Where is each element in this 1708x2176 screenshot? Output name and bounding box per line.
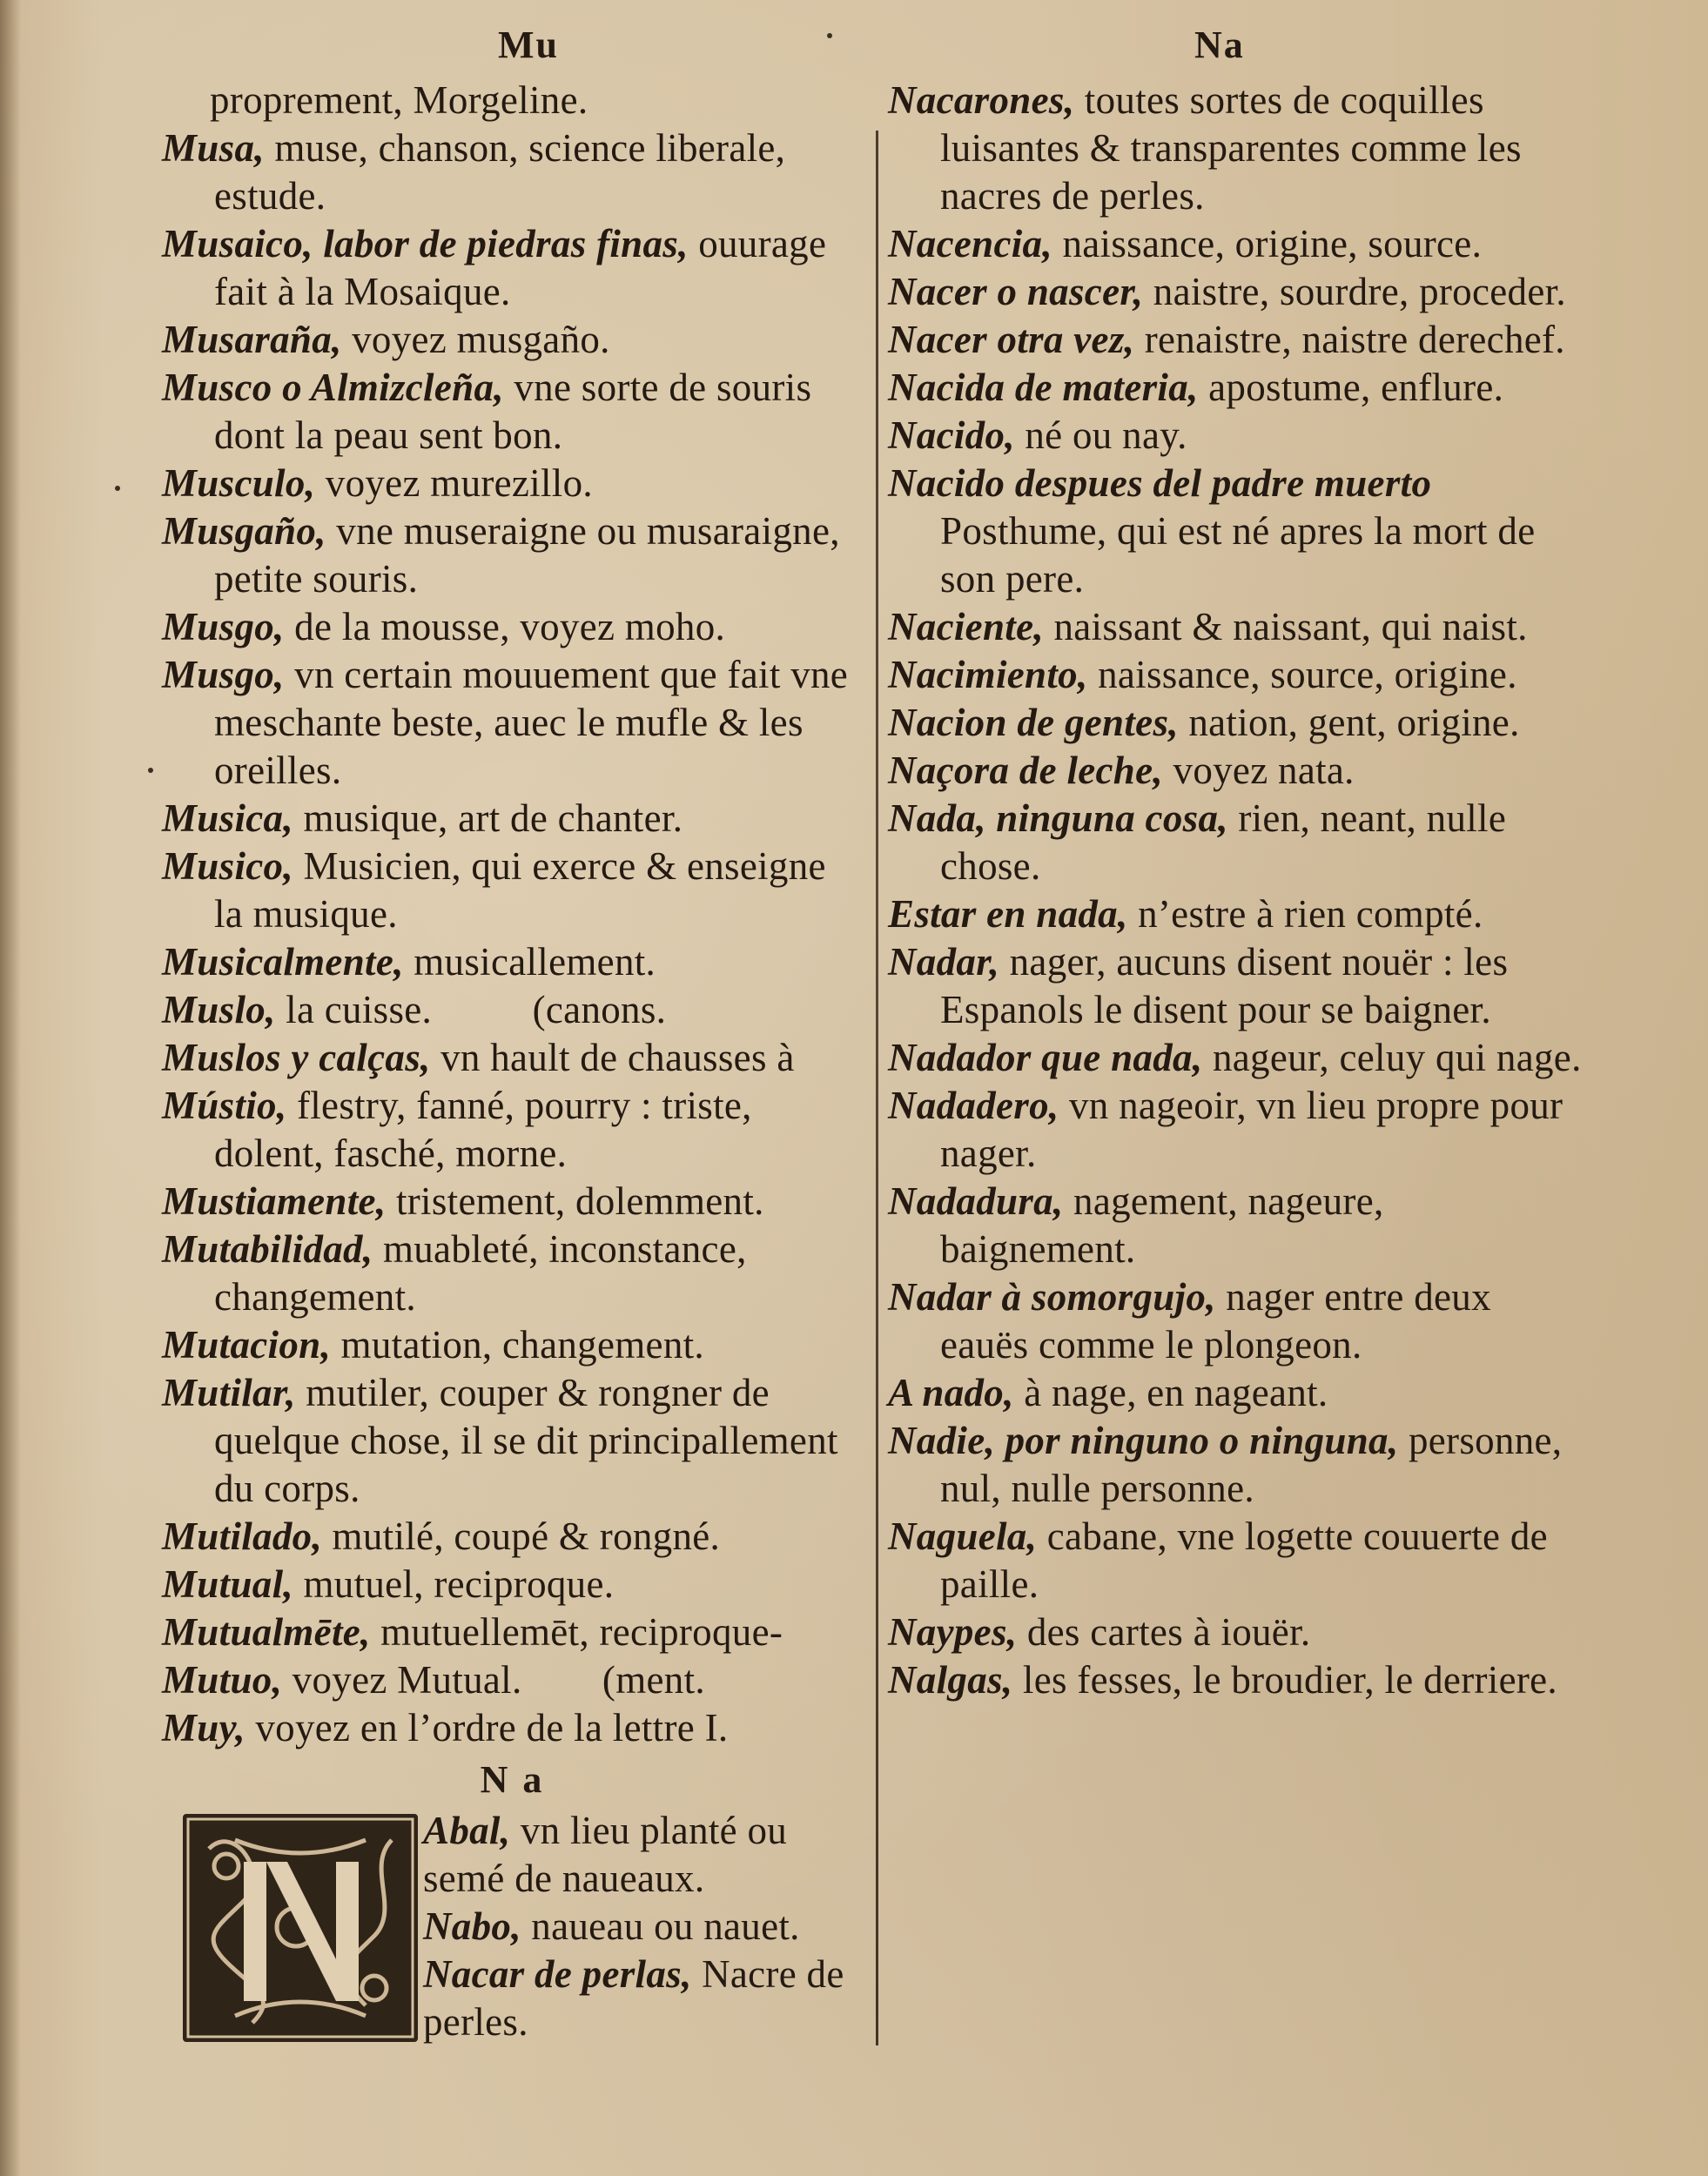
dictionary-entry: Nacer o nascer, naistre, sourdre, proceder. — [888, 270, 1566, 313]
running-header-right: Na — [1194, 24, 1245, 66]
dictionary-entry: Naciente, naissant & naissant, qui naist. — [888, 605, 1528, 648]
column-divider-rule — [876, 131, 878, 2045]
section-na-lines — [423, 1807, 867, 2046]
dictionary-entry: Nacido, né ou nay. — [888, 413, 1187, 457]
right-column — [888, 77, 1584, 1704]
decorated-initial-n-icon — [183, 1814, 418, 2042]
dictionary-entry: Mutilar, mutiler, couper & rongner de quelque chose, il se dit principallement du corps. — [162, 1371, 838, 1510]
dictionary-entry: Nadadero, vn nageoir, vn lieu propre pour nager. — [888, 1084, 1563, 1175]
dictionary-entry: Mutualmēte, mutuellemēt, reciproque- — [162, 1610, 783, 1654]
dictionary-entry: Abal, vn lieu planté ou semé de naueaux. — [423, 1809, 788, 1900]
dictionary-entry: Musgaño, vne museraigne ou musaraigne, petite souris. — [162, 509, 840, 601]
dictionary-entry: Muslos y calças, vn hault de chausses à — [162, 1036, 795, 1079]
dictionary-entry: Nada, ninguna cosa, rien, neant, nulle chose. — [888, 796, 1507, 888]
dictionary-entry: Nacida de materia, apostume, enflure. — [888, 366, 1504, 409]
dictionary-entry: Mutuo, voyez Mutual. (ment. — [162, 1658, 705, 1702]
page-gutter-shadow — [0, 0, 21, 2176]
dictionary-entry: Nadadura, nagement, nageure, baignement. — [888, 1179, 1384, 1271]
dictionary-entry: Mutilado, mutilé, coupé & rongné. — [162, 1514, 721, 1558]
dictionary-entry: Naguela, cabane, vne logette couuerte de paille. — [888, 1514, 1548, 1606]
section-na-opening — [162, 1807, 863, 2051]
left-column — [162, 77, 863, 2051]
dictionary-entry: Musgo, de la mousse, voyez moho. — [162, 605, 726, 648]
dictionary-entry: Nabo, naueau ou nauet. — [423, 1904, 800, 1948]
dictionary-entry: Musico, Musicien, qui exerce & enseigne la musique. — [162, 844, 826, 936]
dictionary-entry: Nadie, por ninguno o ninguna, personne, nul, nulle personne. — [888, 1419, 1563, 1510]
dictionary-entry: Musco o Almizcleña, vne sorte de souris dont la peau sent bon. — [162, 366, 812, 457]
section-title-na: N a — [480, 1758, 545, 1801]
dictionary-entry: Nacimiento, naissance, source, origine. — [888, 653, 1517, 696]
dictionary-entry: Musculo, voyez murezillo. — [162, 461, 593, 505]
dictionary-entry: Nacencia, naissance, origine, source. — [888, 222, 1483, 265]
dictionary-entry: Nacion de gentes, nation, gent, origine. — [888, 701, 1520, 744]
dictionary-entry: Mutabilidad, muableté, inconstance, changement. — [162, 1227, 747, 1319]
dictionary-entry: Nacer otra vez, renaistre, naistre derechef. — [888, 318, 1565, 361]
dictionary-entry: Muy, voyez en l’ordre de la lettre I. — [162, 1706, 729, 1750]
dictionary-entry: Musaico, labor de piedras finas, ouurage fait à la Mosaique. — [162, 222, 827, 313]
dictionary-entry: Muslo, la cuisse. (canons. — [162, 988, 667, 1031]
dictionary-entry: Nadador que nada, nageur, celuy qui nage. — [888, 1036, 1582, 1079]
dictionary-entry: Musaraña, voyez musgaño. — [162, 318, 610, 361]
dictionary-entry: Naçora de leche, voyez nata. — [888, 749, 1355, 792]
dictionary-entry: Musicalmente, musicallement. — [162, 940, 656, 984]
dictionary-entry: Mutual, mutuel, reciproque. — [162, 1562, 615, 1606]
dictionary-entry: proprement, Morgeline. — [210, 78, 588, 122]
dictionary-entry: Nalgas, les fesses, le broudier, le derriere. — [888, 1658, 1557, 1702]
dictionary-entry: Nadar à somorgujo, nager entre deux eauës comme le plongeon. — [888, 1275, 1491, 1367]
dictionary-entry: Mústio, flestry, fanné, pourry : triste, dolent, fasché, morne. — [162, 1084, 752, 1175]
dictionary-entry: Nacido despues del padre muerto Posthume, qui est né apres la mort de son pere. — [888, 461, 1536, 601]
dictionary-entry: Naypes, des cartes à iouër. — [888, 1610, 1311, 1654]
ink-speck — [148, 768, 153, 773]
dictionary-entry: Nacarones, toutes sortes de coquilles luisantes & transparentes comme les nacres de perles. — [888, 78, 1522, 218]
dictionary-entry: Musgo, vn certain mouuement que fait vne meschante beste, auec le mufle & les oreilles. — [162, 653, 849, 792]
dictionary-entry: Nacar de perlas, Nacre de perles. — [423, 1952, 844, 2044]
ornament-icon — [183, 1814, 418, 2042]
dictionary-entry: Nadar, nager, aucuns disent nouër : les Espanols le disent pour se baigner. — [888, 940, 1509, 1031]
dictionary-entry: Musa, muse, chanson, science liberale, estude. — [162, 126, 786, 218]
running-header-left: Mu — [498, 24, 559, 66]
dictionary-entry: Musica, musique, art de chanter. — [162, 796, 683, 840]
dictionary-entry: Estar en nada, n’estre à rien compté. — [888, 892, 1483, 936]
dictionary-entry: Mutacion, mutation, changement. — [162, 1323, 704, 1367]
ink-speck — [115, 486, 120, 491]
ink-speck — [827, 33, 832, 38]
dictionary-entry: A nado, à nage, en nageant. — [888, 1371, 1328, 1414]
dictionary-entry: Mustiamente, tristement, dolemment. — [162, 1179, 764, 1223]
